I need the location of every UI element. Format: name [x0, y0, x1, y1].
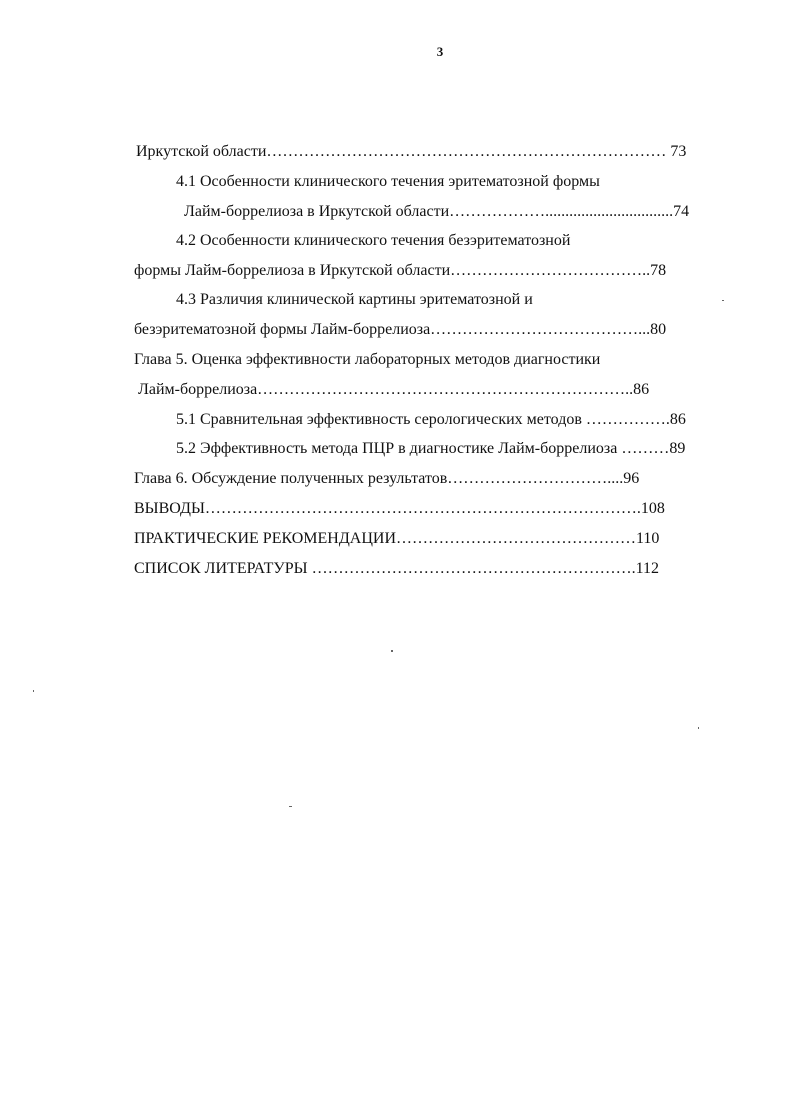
scan-speck: [289, 806, 292, 807]
scan-speck: [391, 650, 393, 652]
toc-entry-chapter-6: Глава 6. Обсуждение полученных результатов…………………………....96: [134, 470, 640, 487]
toc-entry-4-2-continuation: формы Лайм-боррелиоза в Иркутской области………………………………..78: [134, 262, 667, 279]
scan-speck: [698, 727, 699, 729]
toc-entry-irkutsk-region: Иркутской области………………………………………………………………… 73: [136, 143, 687, 160]
toc-entry-5-1: 5.1 Сравнительная эффективность серологических методов …………….86: [176, 411, 686, 428]
toc-entry-4-3-heading: 4.3 Различия клинической картины эритематозной и: [176, 291, 533, 308]
toc-entry-practical-recommendations: ПРАКТИЧЕСКИЕ РЕКОМЕНДАЦИИ………………………………………110: [134, 530, 660, 547]
scan-speck: [33, 690, 34, 692]
toc-entry-chapter-5-heading: Глава 5. Оценка эффективности лабораторных методов диагностики: [134, 351, 601, 368]
toc-entry-4-3-continuation: безэритематозной формы Лайм-боррелиоза…………………………………...80: [134, 321, 667, 338]
toc-entry-chapter-5-continuation: Лайм-боррелиоза……………………………………………………………..86: [138, 381, 650, 398]
page-number: 3: [436, 44, 444, 59]
toc-entry-references: СПИСОК ЛИТЕРАТУРЫ …………………………………………………….112: [134, 560, 659, 577]
toc-entry-4-2-heading: 4.2 Особенности клинического течения безэритематозной: [176, 232, 571, 249]
scan-speck: [722, 300, 724, 301]
toc-entry-conclusions: ВЫВОДЫ……………………………………………………………………….108: [134, 500, 665, 517]
toc-entry-4-1-continuation: Лайм-боррелиоза в Иркутской области………………................................74: [184, 203, 690, 220]
toc-entry-4-1-heading: 4.1 Особенности клинического течения эритематозной формы: [176, 173, 600, 190]
toc-entry-5-2: 5.2 Эффективность метода ПЦР в диагностике Лайм-боррелиоза ………89: [176, 440, 686, 457]
